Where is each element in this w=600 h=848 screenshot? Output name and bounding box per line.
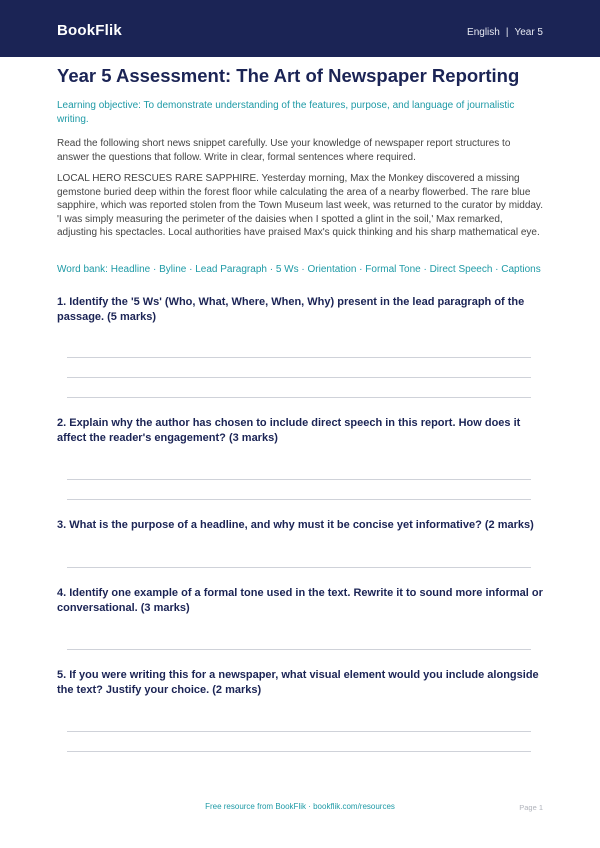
word-bank: Word bank: Headline · Byline · Lead Paragraph · 5 Ws · Orientation · Formal Tone · Direct Speech · Captions [57, 264, 541, 275]
page-title: Year 5 Assessment: The Art of Newspaper Reporting [57, 65, 520, 86]
answer-line[interactable] [67, 731, 531, 732]
question-3: 3. What is the purpose of a headline, and why must it be concise yet informative? (2 marks) [57, 519, 534, 531]
instructions-text: Read the following short news snippet carefully. Use your knowledge of newspaper report structures to answer the questions that follow. Write in clear, formal sentences where required. [57, 138, 511, 163]
footer-resource-link[interactable]: Free resource from BookFlik · bookflik.com/resources [205, 802, 395, 811]
answer-line[interactable] [67, 751, 531, 752]
grade-label: Year 5 [514, 27, 543, 38]
page-header [0, 0, 600, 57]
subject-label: English [467, 27, 500, 38]
page-number: Page 1 [519, 803, 543, 812]
question-1: 1. Identify the '5 Ws' (Who, What, Where, When, Why) present in the lead paragraph of the passage. (5 marks) [57, 296, 525, 323]
learning-objective: Learning objective: To demonstrate understanding of the features, purpose, and language of journalistic writing. [57, 100, 515, 125]
header-meta [467, 27, 543, 38]
answer-line[interactable] [67, 567, 531, 568]
news-snippet: LOCAL HERO RESCUES RARE SAPPHIRE. Yesterday morning, Max the Monkey discovered a missing gemstone buried deep within the forest floor while calculating the area of a nearby flowerbed. The rare blue sapphire, which was reported stolen from the Town Museum last week, was returned to the curator by midday. 'I was simply measuring the perimeter of the daisies when I spotted a glint in the soil,' Max remarked, adjusting his spectacles. Local authorities have praised Max's quick thinking and his sharp mathematical eye. [57, 173, 543, 238]
answer-line[interactable] [67, 377, 531, 378]
answer-line[interactable] [67, 357, 531, 358]
question-2: 2. Explain why the author has chosen to include direct speech in this report. How does it affect the reader's engagement? (3 marks) [57, 417, 521, 444]
meta-separator: | [505, 27, 509, 38]
question-5: 5. If you were writing this for a newspaper, what visual element would you include alongside the text? Justify your choice. (2 marks) [57, 669, 539, 696]
answer-line[interactable] [67, 649, 531, 650]
question-4: 4. Identify one example of a formal tone used in the text. Rewrite it to sound more informal or conversational. (3 marks) [57, 587, 543, 614]
answer-line[interactable] [67, 479, 531, 480]
answer-line[interactable] [67, 397, 531, 398]
answer-line[interactable] [67, 499, 531, 500]
brand-logo: BookFlik [57, 22, 122, 39]
